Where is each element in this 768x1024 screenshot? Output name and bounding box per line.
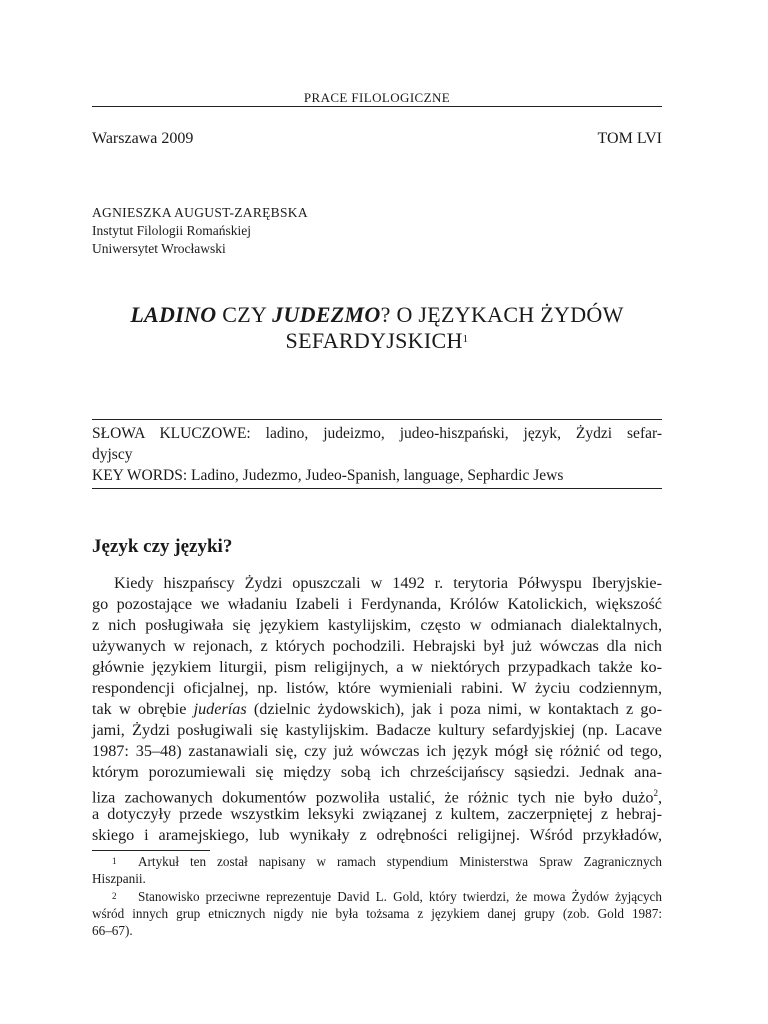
body-line: skiego i aramejskiego, lub wynikały z odrębności religijnej. Wśród przykładów, — [92, 826, 662, 844]
author-institute: Instytut Filologii Romańskiej — [92, 223, 252, 238]
footnote-number: 2 — [112, 891, 117, 901]
body-line: 1987: 35–48) zastanawiali się, czy już wówczas ich język mógł się różnić od tego, — [92, 742, 662, 760]
keywords-top-rule — [92, 419, 662, 420]
body-line: głównie językiem liturgii, pism religijnych, a w niektórych przypadkach także ko- — [92, 658, 662, 676]
body-line: używanych w rejonach, z których pochodzili. Hebrajski był już wówczas dla nich — [92, 637, 662, 655]
body-line: a dotyczyły przede wszystkim leksyki związanej z kultem, zaczerpniętej z hebraj- — [92, 805, 662, 823]
body-line: z nich posługiwała się językiem kastylijskim, często w odmianach dialektalnych, — [92, 616, 662, 634]
body-line: go pozostające we władaniu Izabeli i Ferdynanda, Królów Katolickich, większość — [92, 595, 662, 613]
article-title — [92, 302, 662, 354]
keywords-bottom-rule — [92, 488, 662, 489]
footnotes — [92, 853, 662, 940]
footnote-text: 66–67). — [92, 923, 133, 938]
term-juderias: juderías — [193, 700, 247, 718]
body-line: liza zachowanych dokumentów pozwoliła ustalić, że różnic tych nie było dużo$^2$, — [92, 788, 662, 807]
title-line2: SEFARDYJSKICH — [285, 328, 463, 353]
author-university: Uniwersytet Wrocławski — [92, 241, 226, 256]
keywords-en: KEY WORDS: Ladino, Judezmo, Judeo-Spanish, language, Sephardic Jews — [92, 467, 564, 484]
title-rest: ? O JĘZYKACH ŻYDÓW — [380, 302, 624, 327]
author-name: AGNIESZKA AUGUST-ZARĘBSKA — [92, 205, 308, 220]
title-czy: CZY — [216, 302, 273, 327]
journal-name: PRACE FILOLOGICZNE — [303, 90, 451, 105]
footnote-separator — [92, 850, 210, 851]
footnote-text: wśród innych grup etnicznych nigdy nie była tożsama z językiem danej grupy (zob. Gold 1987: — [92, 906, 662, 921]
body-line: jami, Żydzi posługiwali się kastylijskim. Badacze kultury sefardyjskiej (np. Lacave — [92, 721, 662, 739]
body-line: respondencji oficjalnej, np. listów, które wymieniali rabini. W życiu codziennym, — [92, 679, 662, 697]
body-line: Kiedy hiszpańscy Żydzi opuszczali w 1492 r. terytoria Półwyspu Iberyjskie- — [114, 574, 662, 592]
footnote-number: 1 — [112, 856, 117, 866]
place-year: Warszawa 2009 — [92, 130, 194, 147]
body-paragraph — [92, 573, 662, 846]
keywords-pl-line1: SŁOWA KLUCZOWE: ladino, judeizmo, judeo-hiszpański, język, Żydzi sefar- — [92, 425, 662, 442]
title-ladino: LADINO — [130, 302, 217, 327]
section-heading: Język czy języki? — [92, 536, 233, 557]
title-footnote-mark[interactable]: 1 — [462, 333, 469, 345]
keywords-block — [92, 423, 662, 486]
keywords-pl-line2: dyjscy — [92, 446, 133, 463]
footnote-text: Hiszpanii. — [92, 871, 146, 886]
footnote-1 — [92, 853, 662, 887]
body-line: tak w obrębie juderías (dzielnic żydowskich), jak i poza nimi, w kontaktach z go- — [92, 700, 662, 718]
footnote-text: Stanowisko przeciwne reprezentuje David L. Gold, który twierdzi, że mowa Żydów żyjących — [138, 889, 662, 904]
title-judezmo: JUDEZMO — [272, 302, 381, 327]
footnote-ref-2[interactable]: 2 — [653, 788, 658, 798]
author-affiliation — [92, 204, 308, 258]
body-line: którym porozumiewali się między sobą ich chrześcijańscy sąsiedzi. Jednak ana- — [92, 763, 662, 781]
footnote-text: Artykuł ten został napisany w ramach stypendium Ministerstwa Spraw Zagranicznych — [138, 854, 662, 869]
footnote-2 — [92, 888, 662, 939]
volume-number: TOM LVI — [597, 130, 662, 147]
header-rule — [92, 106, 662, 107]
